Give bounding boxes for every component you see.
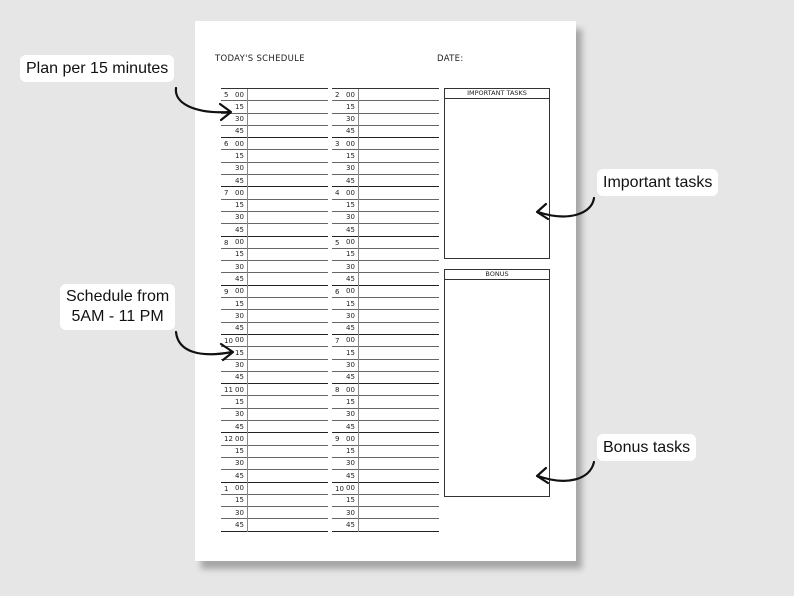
minute-label: 30	[235, 361, 244, 370]
todays-schedule-label: TODAY'S SCHEDULE	[215, 54, 305, 64]
minute-label: 00	[346, 434, 355, 443]
minute-label: 00	[346, 484, 355, 492]
minute-label: 15	[235, 447, 244, 456]
hour-label: 6	[224, 140, 229, 149]
hour-label: 1	[224, 484, 229, 493]
minute-label: 00	[346, 336, 355, 345]
minute-label: 45	[235, 324, 244, 333]
minute-label: 45	[235, 127, 244, 136]
minute-label: 15	[346, 496, 355, 505]
minute-label: 30	[346, 459, 355, 468]
minute-label: 00	[346, 287, 355, 296]
minute-label: 30	[346, 410, 355, 419]
minute-label: 30	[235, 410, 244, 419]
minute-label: 30	[235, 115, 244, 124]
minute-label: 15	[235, 397, 244, 406]
important-tasks-title: IMPORTANT TASKS	[445, 89, 549, 99]
arrow-important-icon	[537, 198, 594, 219]
minute-label: 30	[235, 459, 244, 468]
hour-label: 8	[224, 238, 229, 247]
minute-label: 30	[235, 164, 244, 173]
minute-label: 45	[346, 127, 355, 136]
minute-label: 45	[346, 373, 355, 382]
minute-label: 15	[235, 250, 244, 259]
hour-label: 9	[335, 435, 340, 444]
minute-label: 30	[346, 115, 355, 124]
schedule-range-line2: 5AM - 11 PM	[71, 308, 164, 325]
hour-label: 10	[335, 484, 344, 493]
minute-label: 30	[346, 164, 355, 173]
minute-label: 15	[346, 250, 355, 259]
hour-label: 8	[335, 386, 340, 395]
hour-label: 11	[224, 386, 233, 395]
hour-label: 4	[335, 189, 340, 198]
minute-label: 00	[235, 434, 244, 443]
minute-label: 15	[235, 201, 244, 210]
hour-label: 10	[224, 336, 233, 345]
important-tasks-callout: Important tasks	[597, 169, 718, 196]
minute-label: 30	[235, 311, 244, 320]
minute-label: 30	[346, 213, 355, 222]
minute-label: 45	[235, 225, 244, 234]
minute-label: 00	[235, 484, 244, 492]
minute-label: 00	[235, 139, 244, 148]
minute-label: 00	[235, 188, 244, 197]
minute-label: 15	[235, 102, 244, 111]
minute-label: 15	[346, 397, 355, 406]
minute-label: 45	[235, 176, 244, 185]
minute-label: 45	[346, 225, 355, 234]
hour-label: 5	[224, 91, 229, 99]
minute-label: 00	[346, 385, 355, 394]
minute-label: 00	[346, 90, 355, 99]
minute-label: 45	[235, 274, 244, 283]
minute-label: 45	[346, 471, 355, 480]
minute-label: 00	[235, 90, 244, 99]
hour-label: 5	[335, 238, 340, 247]
minute-label: 45	[346, 274, 355, 283]
arrow-bonus-icon	[537, 462, 594, 483]
minute-label: 30	[346, 311, 355, 320]
minute-label: 45	[346, 324, 355, 333]
hour-label: 7	[224, 189, 229, 198]
minute-label: 30	[235, 213, 244, 222]
hour-label: 6	[335, 287, 340, 296]
bonus-title: BONUS	[445, 270, 549, 280]
minute-label: 45	[235, 520, 244, 529]
date-label: DATE:	[437, 54, 464, 64]
minute-label: 15	[235, 151, 244, 160]
minute-label: 15	[346, 201, 355, 210]
hour-label: 9	[224, 287, 229, 296]
minute-label: 15	[235, 348, 244, 357]
minute-label: 00	[346, 188, 355, 197]
minute-label: 45	[235, 471, 244, 480]
minute-label: 15	[346, 348, 355, 357]
bonus-tasks-callout: Bonus tasks	[597, 434, 696, 461]
minute-label: 15	[346, 447, 355, 456]
schedule-range-line1: Schedule from	[66, 288, 170, 305]
minute-label: 15	[346, 299, 355, 308]
minute-label: 30	[346, 361, 355, 370]
minute-label: 15	[346, 102, 355, 111]
minute-label: 00	[346, 139, 355, 148]
minute-label: 45	[235, 422, 244, 431]
minute-label: 15	[346, 151, 355, 160]
minute-label: 00	[346, 238, 355, 247]
hour-label: 12	[224, 435, 233, 444]
minute-label: 00	[235, 385, 244, 394]
minute-label: 45	[235, 373, 244, 382]
minute-label: 15	[235, 496, 244, 505]
minute-label: 45	[346, 176, 355, 185]
minute-label: 30	[235, 262, 244, 271]
minute-label: 00	[235, 238, 244, 247]
arrow-plan-icon	[176, 88, 231, 120]
minute-label: 00	[235, 336, 244, 345]
arrow-schedule-icon	[176, 332, 233, 360]
hour-label: 2	[335, 91, 340, 99]
minute-label: 15	[235, 299, 244, 308]
hour-label: 7	[335, 336, 340, 345]
minute-label: 45	[346, 520, 355, 529]
minute-label: 30	[346, 508, 355, 517]
minute-label: 45	[346, 422, 355, 431]
minute-label: 30	[235, 508, 244, 517]
hour-label: 3	[335, 140, 340, 149]
plan-callout: Plan per 15 minutes	[20, 55, 174, 82]
minute-label: 00	[235, 287, 244, 296]
minute-label: 30	[346, 262, 355, 271]
